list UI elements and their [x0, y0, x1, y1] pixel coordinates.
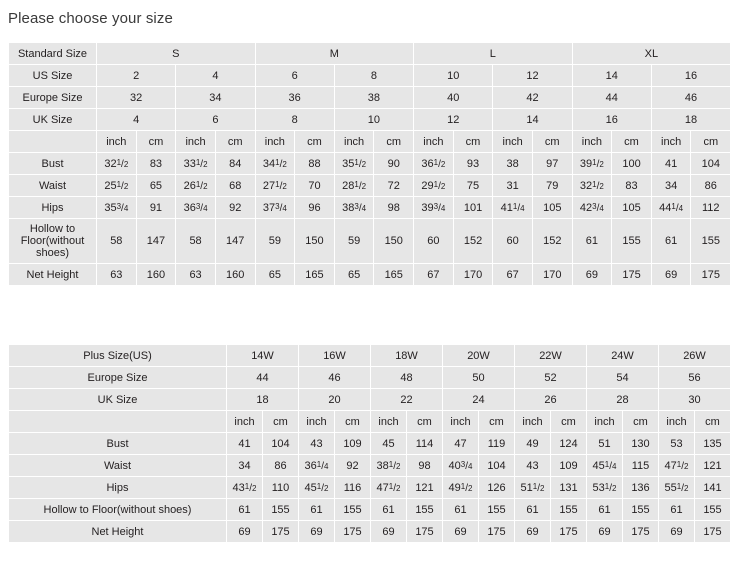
- measurement-value: $44^1/4$: [651, 197, 691, 219]
- measurement-value: 69: [371, 521, 407, 543]
- measurement-value: 152: [453, 219, 493, 264]
- size-header-cell: 14W: [227, 345, 299, 367]
- row-label: [9, 411, 227, 433]
- unit-header-cell: inch: [515, 411, 551, 433]
- measurement-value: 67: [414, 264, 454, 286]
- measurement-value: 65: [255, 264, 295, 286]
- measurement-value: $36^1/2$: [414, 153, 454, 175]
- measurement-value: 61: [227, 499, 263, 521]
- measurement-value: 41: [227, 433, 263, 455]
- measurement-value: 175: [691, 264, 731, 286]
- measurement-value: 47: [443, 433, 479, 455]
- measurement-value: 130: [623, 433, 659, 455]
- unit-header-cell: inch: [443, 411, 479, 433]
- measurement-value: 69: [587, 521, 623, 543]
- measurement-value: $55^1/2$: [659, 477, 695, 499]
- size-header-cell: 56: [659, 367, 731, 389]
- standard-size-chart: [8, 42, 731, 286]
- measurement-value: 115: [623, 455, 659, 477]
- size-header-cell: 16W: [299, 345, 371, 367]
- measurement-value: 60: [414, 219, 454, 264]
- size-header-cell: 42: [493, 87, 572, 109]
- size-header-cell: 18W: [371, 345, 443, 367]
- measurement-value: 43: [299, 433, 335, 455]
- measurement-value: 61: [651, 219, 691, 264]
- measurement-value: $45^1/2$: [299, 477, 335, 499]
- measurement-value: 110: [263, 477, 299, 499]
- measurement-value: 67: [493, 264, 533, 286]
- page-title: Please choose your size: [8, 10, 173, 27]
- measurement-value: $51^1/2$: [515, 477, 551, 499]
- unit-header-cell: inch: [334, 131, 374, 153]
- measurement-value: 155: [335, 499, 371, 521]
- measurement-value: 114: [407, 433, 443, 455]
- measurement-value: $29^1/2$: [414, 175, 454, 197]
- size-header-cell: 14: [572, 65, 651, 87]
- measurement-value: 69: [227, 521, 263, 543]
- measurement-value: 105: [612, 197, 652, 219]
- measurement-value: 63: [97, 264, 137, 286]
- measurement-value: 38: [493, 153, 533, 175]
- unit-header-cell: inch: [651, 131, 691, 153]
- unit-header-cell: cm: [453, 131, 493, 153]
- measurement-value: $36^1/4$: [299, 455, 335, 477]
- measurement-value: 141: [695, 477, 731, 499]
- size-header-cell: 26: [515, 389, 587, 411]
- measurement-value: 34: [227, 455, 263, 477]
- size-header-cell: 6: [255, 65, 334, 87]
- table-row: [9, 219, 731, 264]
- measurement-label: Hollow to Floor(without shoes): [9, 219, 97, 264]
- table-header-row: [9, 109, 731, 131]
- table-row: [9, 433, 731, 455]
- unit-header-cell: cm: [695, 411, 731, 433]
- measurement-value: 155: [695, 499, 731, 521]
- measurement-value: 69: [572, 264, 612, 286]
- measurement-value: 69: [651, 264, 691, 286]
- measurement-value: 98: [407, 455, 443, 477]
- unit-header-cell: cm: [374, 131, 414, 153]
- measurement-value: 175: [695, 521, 731, 543]
- size-header-cell: 30: [659, 389, 731, 411]
- measurement-value: 121: [695, 455, 731, 477]
- size-header-cell: 36: [255, 87, 334, 109]
- measurement-value: 155: [479, 499, 515, 521]
- unit-header-cell: cm: [551, 411, 587, 433]
- size-group-header: M: [255, 43, 414, 65]
- measurement-value: 165: [374, 264, 414, 286]
- measurement-value: $28^1/2$: [334, 175, 374, 197]
- measurement-value: $35^3/4$: [97, 197, 137, 219]
- size-header-cell: 52: [515, 367, 587, 389]
- measurement-label: Net Height: [9, 521, 227, 543]
- size-header-cell: 6: [176, 109, 255, 131]
- size-header-cell: 18: [651, 109, 730, 131]
- measurement-value: 61: [299, 499, 335, 521]
- measurement-value: 58: [176, 219, 216, 264]
- size-header-cell: 28: [587, 389, 659, 411]
- plus-size-chart-container: [8, 344, 731, 543]
- measurement-value: 45: [371, 433, 407, 455]
- size-header-cell: 10: [334, 109, 413, 131]
- size-header-cell: 34: [176, 87, 255, 109]
- measurement-value: $25^1/2$: [97, 175, 137, 197]
- size-header-cell: 10: [414, 65, 493, 87]
- measurement-value: 34: [651, 175, 691, 197]
- unit-header-cell: inch: [414, 131, 454, 153]
- measurement-value: 86: [263, 455, 299, 477]
- measurement-value: 92: [215, 197, 255, 219]
- measurement-value: 86: [691, 175, 731, 197]
- size-header-cell: 14: [493, 109, 572, 131]
- unit-header-cell: inch: [227, 411, 263, 433]
- measurement-value: 104: [479, 455, 515, 477]
- measurement-value: $53^1/2$: [587, 477, 623, 499]
- measurement-value: 69: [659, 521, 695, 543]
- measurement-value: 124: [551, 433, 587, 455]
- measurement-value: 119: [479, 433, 515, 455]
- table-row: [9, 197, 731, 219]
- size-header-cell: 16: [651, 65, 730, 87]
- unit-header-cell: cm: [691, 131, 731, 153]
- measurement-value: 59: [255, 219, 295, 264]
- measurement-value: 170: [453, 264, 493, 286]
- measurement-value: 68: [215, 175, 255, 197]
- table-header-row: [9, 345, 731, 367]
- measurement-value: 84: [215, 153, 255, 175]
- measurement-value: 150: [295, 219, 335, 264]
- measurement-value: $26^1/2$: [176, 175, 216, 197]
- row-label: Europe Size: [9, 367, 227, 389]
- unit-header-cell: cm: [532, 131, 572, 153]
- table-header-row: [9, 65, 731, 87]
- unit-header-cell: inch: [371, 411, 407, 433]
- unit-header-cell: cm: [612, 131, 652, 153]
- measurement-value: $45^1/4$: [587, 455, 623, 477]
- measurement-value: 136: [623, 477, 659, 499]
- size-header-cell: 20W: [443, 345, 515, 367]
- unit-header-cell: cm: [479, 411, 515, 433]
- size-header-cell: 44: [227, 367, 299, 389]
- measurement-value: 88: [295, 153, 335, 175]
- unit-header-cell: inch: [587, 411, 623, 433]
- measurement-value: $32^1/2$: [97, 153, 137, 175]
- unit-header-cell: cm: [263, 411, 299, 433]
- measurement-value: 100: [612, 153, 652, 175]
- measurement-value: $38^1/2$: [371, 455, 407, 477]
- measurement-value: 104: [691, 153, 731, 175]
- measurement-label: Bust: [9, 153, 97, 175]
- measurement-value: 155: [623, 499, 659, 521]
- measurement-value: $47^1/2$: [659, 455, 695, 477]
- measurement-value: $39^3/4$: [414, 197, 454, 219]
- size-header-cell: 32: [97, 87, 176, 109]
- size-header-cell: 54: [587, 367, 659, 389]
- measurement-label: Hollow to Floor(without shoes): [9, 499, 227, 521]
- measurement-value: 165: [295, 264, 335, 286]
- table-row: [9, 477, 731, 499]
- measurement-value: 60: [493, 219, 533, 264]
- measurement-value: 109: [335, 433, 371, 455]
- measurement-label: Net Height: [9, 264, 97, 286]
- measurement-value: 69: [443, 521, 479, 543]
- measurement-value: 155: [407, 499, 443, 521]
- measurement-value: $34^1/2$: [255, 153, 295, 175]
- unit-header-cell: cm: [295, 131, 335, 153]
- size-header-cell: 20: [299, 389, 371, 411]
- table-row: [9, 499, 731, 521]
- table-header-row: [9, 87, 731, 109]
- measurement-value: $42^3/4$: [572, 197, 612, 219]
- measurement-value: $49^1/2$: [443, 477, 479, 499]
- measurement-value: 147: [215, 219, 255, 264]
- measurement-value: $47^1/2$: [371, 477, 407, 499]
- table-row: [9, 175, 731, 197]
- measurement-value: 61: [515, 499, 551, 521]
- measurement-value: 97: [532, 153, 572, 175]
- table-row: [9, 264, 731, 286]
- row-label: UK Size: [9, 389, 227, 411]
- unit-header-cell: cm: [407, 411, 443, 433]
- table-row: [9, 521, 731, 543]
- measurement-value: $38^3/4$: [334, 197, 374, 219]
- measurement-value: 75: [453, 175, 493, 197]
- measurement-value: $32^1/2$: [572, 175, 612, 197]
- size-header-cell: 24: [443, 389, 515, 411]
- measurement-value: 104: [263, 433, 299, 455]
- size-header-cell: 4: [97, 109, 176, 131]
- unit-header-cell: inch: [299, 411, 335, 433]
- size-header-cell: 2: [97, 65, 176, 87]
- table-header-row: [9, 389, 731, 411]
- measurement-value: $33^1/2$: [176, 153, 216, 175]
- measurement-value: 90: [374, 153, 414, 175]
- measurement-value: 155: [691, 219, 731, 264]
- measurement-value: 135: [695, 433, 731, 455]
- row-label: Standard Size: [9, 43, 97, 65]
- measurement-label: Waist: [9, 175, 97, 197]
- measurement-value: 175: [612, 264, 652, 286]
- measurement-value: 49: [515, 433, 551, 455]
- measurement-value: 83: [136, 153, 176, 175]
- size-header-cell: 12: [414, 109, 493, 131]
- measurement-label: Hips: [9, 477, 227, 499]
- measurement-value: $36^3/4$: [176, 197, 216, 219]
- measurement-value: 155: [551, 499, 587, 521]
- measurement-value: 155: [612, 219, 652, 264]
- measurement-value: 43: [515, 455, 551, 477]
- size-header-cell: 40: [414, 87, 493, 109]
- unit-header-cell: cm: [623, 411, 659, 433]
- measurement-value: 109: [551, 455, 587, 477]
- unit-header-cell: cm: [215, 131, 255, 153]
- measurement-label: Hips: [9, 197, 97, 219]
- size-group-header: XL: [572, 43, 731, 65]
- size-header-cell: 8: [255, 109, 334, 131]
- table-row: [9, 455, 731, 477]
- measurement-value: $41^1/4$: [493, 197, 533, 219]
- unit-header-cell: inch: [255, 131, 295, 153]
- measurement-value: $27^1/2$: [255, 175, 295, 197]
- measurement-value: 101: [453, 197, 493, 219]
- row-label: UK Size: [9, 109, 97, 131]
- measurement-value: 61: [572, 219, 612, 264]
- size-header-cell: 46: [651, 87, 730, 109]
- measurement-value: 112: [691, 197, 731, 219]
- size-header-cell: 16: [572, 109, 651, 131]
- measurement-label: Waist: [9, 455, 227, 477]
- measurement-value: 160: [215, 264, 255, 286]
- table-header-row: [9, 43, 731, 65]
- size-header-cell: 8: [334, 65, 413, 87]
- row-label: US Size: [9, 65, 97, 87]
- measurement-value: 51: [587, 433, 623, 455]
- measurement-value: 61: [659, 499, 695, 521]
- measurement-value: 61: [443, 499, 479, 521]
- measurement-value: 175: [407, 521, 443, 543]
- measurement-value: $43^1/2$: [227, 477, 263, 499]
- row-label: Europe Size: [9, 87, 97, 109]
- measurement-value: 63: [176, 264, 216, 286]
- measurement-value: 121: [407, 477, 443, 499]
- measurement-value: $40^3/4$: [443, 455, 479, 477]
- unit-header-cell: inch: [97, 131, 137, 153]
- measurement-value: 96: [295, 197, 335, 219]
- measurement-value: 105: [532, 197, 572, 219]
- measurement-value: 160: [136, 264, 176, 286]
- size-header-cell: 46: [299, 367, 371, 389]
- measurement-value: 152: [532, 219, 572, 264]
- measurement-value: 126: [479, 477, 515, 499]
- row-label: Plus Size(US): [9, 345, 227, 367]
- size-header-cell: 18: [227, 389, 299, 411]
- row-label: [9, 131, 97, 153]
- measurement-value: 93: [453, 153, 493, 175]
- plus-size-chart: [8, 344, 731, 543]
- size-header-cell: 24W: [587, 345, 659, 367]
- unit-header-cell: cm: [335, 411, 371, 433]
- measurement-value: 69: [515, 521, 551, 543]
- measurement-value: 72: [374, 175, 414, 197]
- measurement-value: 61: [371, 499, 407, 521]
- size-group-header: S: [97, 43, 256, 65]
- measurement-value: 175: [479, 521, 515, 543]
- measurement-value: 175: [263, 521, 299, 543]
- table-header-row: [9, 131, 731, 153]
- unit-header-cell: inch: [176, 131, 216, 153]
- measurement-value: 61: [587, 499, 623, 521]
- measurement-value: 170: [532, 264, 572, 286]
- size-header-cell: 22W: [515, 345, 587, 367]
- size-header-cell: 12: [493, 65, 572, 87]
- size-group-header: L: [414, 43, 573, 65]
- measurement-value: 69: [299, 521, 335, 543]
- table-header-row: [9, 367, 731, 389]
- measurement-value: 59: [334, 219, 374, 264]
- measurement-value: $37^3/4$: [255, 197, 295, 219]
- size-header-cell: 26W: [659, 345, 731, 367]
- measurement-value: 116: [335, 477, 371, 499]
- measurement-value: 65: [334, 264, 374, 286]
- measurement-value: 31: [493, 175, 533, 197]
- measurement-value: 92: [335, 455, 371, 477]
- measurement-value: 98: [374, 197, 414, 219]
- size-header-cell: 4: [176, 65, 255, 87]
- unit-header-cell: inch: [572, 131, 612, 153]
- measurement-value: 91: [136, 197, 176, 219]
- measurement-value: 147: [136, 219, 176, 264]
- size-header-cell: 48: [371, 367, 443, 389]
- unit-header-cell: inch: [659, 411, 695, 433]
- measurement-value: $39^1/2$: [572, 153, 612, 175]
- measurement-value: 155: [263, 499, 299, 521]
- measurement-value: 150: [374, 219, 414, 264]
- measurement-value: $35^1/2$: [334, 153, 374, 175]
- measurement-value: 175: [335, 521, 371, 543]
- unit-header-cell: inch: [493, 131, 533, 153]
- measurement-value: 41: [651, 153, 691, 175]
- table-header-row: [9, 411, 731, 433]
- unit-header-cell: cm: [136, 131, 176, 153]
- measurement-value: 131: [551, 477, 587, 499]
- standard-size-chart-container: [8, 42, 731, 286]
- size-header-cell: 22: [371, 389, 443, 411]
- size-header-cell: 50: [443, 367, 515, 389]
- measurement-value: 79: [532, 175, 572, 197]
- size-header-cell: 44: [572, 87, 651, 109]
- measurement-value: 83: [612, 175, 652, 197]
- table-row: [9, 153, 731, 175]
- size-header-cell: 38: [334, 87, 413, 109]
- measurement-value: 53: [659, 433, 695, 455]
- measurement-value: 175: [623, 521, 659, 543]
- measurement-value: 65: [136, 175, 176, 197]
- measurement-label: Bust: [9, 433, 227, 455]
- measurement-value: 70: [295, 175, 335, 197]
- measurement-value: 175: [551, 521, 587, 543]
- measurement-value: 58: [97, 219, 137, 264]
